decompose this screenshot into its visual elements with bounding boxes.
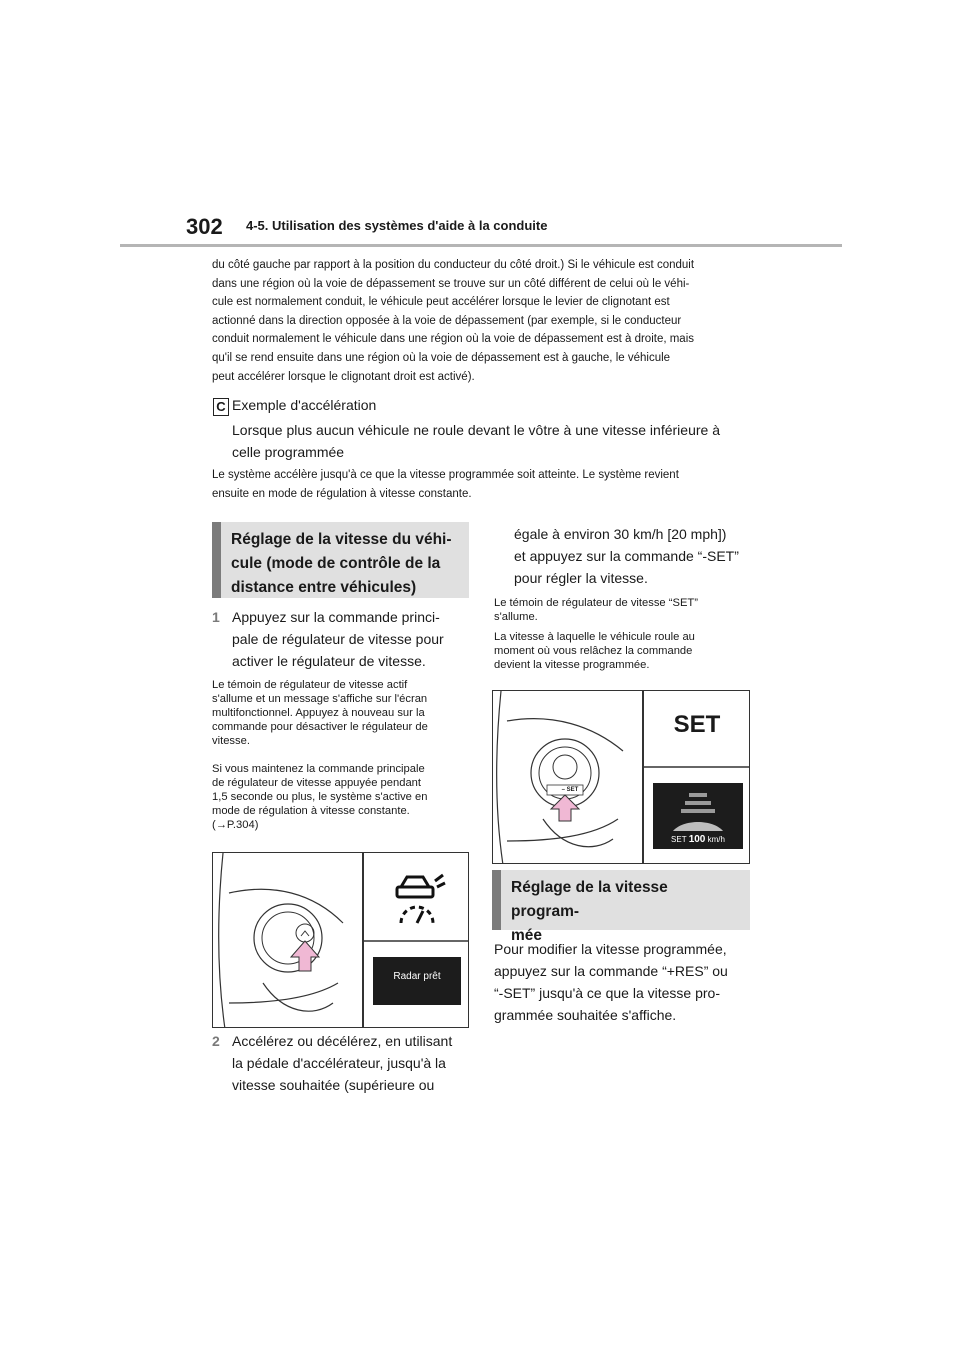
example-body — [232, 419, 752, 463]
note-line: s'allume. — [494, 611, 538, 623]
step-line: Accélérez ou décélérez, en utilisant — [232, 1033, 453, 1049]
example-note — [212, 466, 757, 503]
set-speed-display — [653, 835, 743, 845]
note-line: de régulateur de vitesse appuyée pendant — [212, 777, 421, 789]
example-note-line: ensuite en mode de régulation à vitesse constante. — [212, 487, 472, 500]
intro-line: du côté gauche par rapport à la position du conducteur du côté droit.) Si le véhicule est conduit — [212, 259, 695, 271]
note-line: La vitesse à laquelle le véhicule roule au — [494, 631, 695, 643]
note-hold — [212, 762, 472, 832]
step-2 — [212, 1030, 474, 1096]
example-title: Exemple d'accélération — [232, 397, 377, 413]
body-line: Pour modifier la vitesse programmée, — [494, 941, 727, 957]
intro-line: cule est normalement conduit, le véhicule peut accélérer lorsque le levier de clignotant est — [212, 296, 670, 309]
display-speed-unit: km/h — [707, 835, 725, 844]
press-arrow — [551, 795, 579, 821]
display-set-label: SET — [671, 835, 687, 844]
note-line: mode de régulation à vitesse constante. — [212, 805, 410, 817]
section-title: 4-5. Utilisation des systèmes d'aide à la conduite — [246, 218, 548, 233]
heading-speed-setting — [212, 522, 469, 598]
step-line: la pédale d'accélérateur, jusqu'à la — [232, 1055, 446, 1071]
note-line: Si vous maintenez la commande principale — [212, 763, 425, 775]
display-speed-value: 100 — [688, 834, 706, 845]
heading-line: cule (mode de contrôle de la — [231, 555, 441, 572]
step-line: égale à environ 30 km/h [20 mph]) — [514, 526, 727, 542]
header-divider — [120, 244, 842, 247]
heading-line: mée — [511, 927, 543, 944]
note-line: devient la vitesse programmée. — [494, 659, 650, 671]
step-line: pale de régulateur de vitesse pour — [232, 631, 444, 647]
heading-line: Réglage de la vitesse du véhi- — [231, 531, 452, 548]
step-number: 2 — [212, 1033, 220, 1049]
note-line: multifonctionnel. Appuyez à nouveau sur la — [212, 707, 425, 719]
note-line: commande pour désactiver le régulateur de — [212, 721, 428, 733]
note-set-speed — [494, 630, 750, 672]
example-note-line: Le système accélère jusqu'à ce que la vitesse programmée soit atteinte. Le système revient — [212, 469, 679, 481]
example-line: celle programmée — [232, 444, 345, 460]
body-line: appuyez sur la commande “+RES” ou — [494, 963, 728, 979]
note-line: Le témoin de régulateur de vitesse actif — [212, 679, 408, 691]
page-number: 302 — [186, 214, 223, 239]
intro-line: qu'il se rend ensuite dans une région où la voie de dépassement est à gauche, le véhicule — [212, 351, 671, 364]
step-2-continued — [514, 523, 754, 589]
step-1 — [212, 606, 472, 672]
heading-programmed-speed — [492, 870, 750, 944]
step-line: Appuyez sur la commande princi- — [232, 609, 440, 625]
set-indicator: SET — [673, 711, 721, 738]
page-reference: (→P.304) — [212, 819, 259, 831]
note-line: vitesse. — [212, 735, 250, 747]
intro-line: actionné dans la direction opposée à la voie de dépassement (par exemple, si le conducteur — [212, 314, 682, 327]
set-switch-label: – SET — [561, 787, 579, 793]
steering-wheel-illustration — [213, 853, 469, 1028]
figure-set-switch — [492, 690, 750, 864]
radar-cruise-icon — [397, 875, 445, 923]
modify-speed-paragraph — [494, 938, 754, 1026]
display-message: Radar prêt — [393, 971, 441, 982]
intro-line: peut accélérer lorsque le clignotant droit est activé). — [212, 370, 475, 383]
example-letter-box: C — [213, 398, 229, 416]
note-line: s'allume et un message s'affiche sur l'écran — [212, 693, 428, 705]
step-number: 1 — [212, 609, 220, 625]
heading-line: Réglage de la vitesse program- — [511, 879, 668, 920]
press-arrow — [291, 941, 319, 971]
intro-line: dans une région où la voie de dépassement se trouve sur un côté différent de celui où le véhi- — [212, 277, 690, 290]
body-line: grammée souhaitée s'affiche. — [494, 1007, 677, 1023]
note-indicator — [212, 678, 472, 748]
intro-paragraph — [212, 256, 757, 386]
step-line: vitesse souhaitée (supérieure ou — [232, 1077, 435, 1093]
step-line: pour régler la vitesse. — [514, 570, 648, 586]
heading-line: distance entre véhicules) — [231, 579, 417, 596]
body-line: “-SET” jusqu'à ce que la vitesse pro- — [494, 985, 720, 1001]
note-set-indicator — [494, 596, 750, 624]
note-line: moment où vous relâchez la commande — [494, 645, 693, 657]
note-line: 1,5 seconde ou plus, le système s'active en — [212, 791, 428, 803]
figure-main-switch — [212, 852, 469, 1028]
step-line: activer le régulateur de vitesse. — [232, 653, 426, 669]
note-line: Le témoin de régulateur de vitesse “SET” — [494, 597, 698, 609]
example-line: Lorsque plus aucun véhicule ne roule devant le vôtre à une vitesse inférieure à — [232, 422, 720, 438]
step-line: et appuyez sur la commande “-SET” — [514, 548, 739, 564]
intro-line: conduit normalement le véhicule dans une région où la voie de dépassement est à droite, mais — [212, 333, 695, 346]
